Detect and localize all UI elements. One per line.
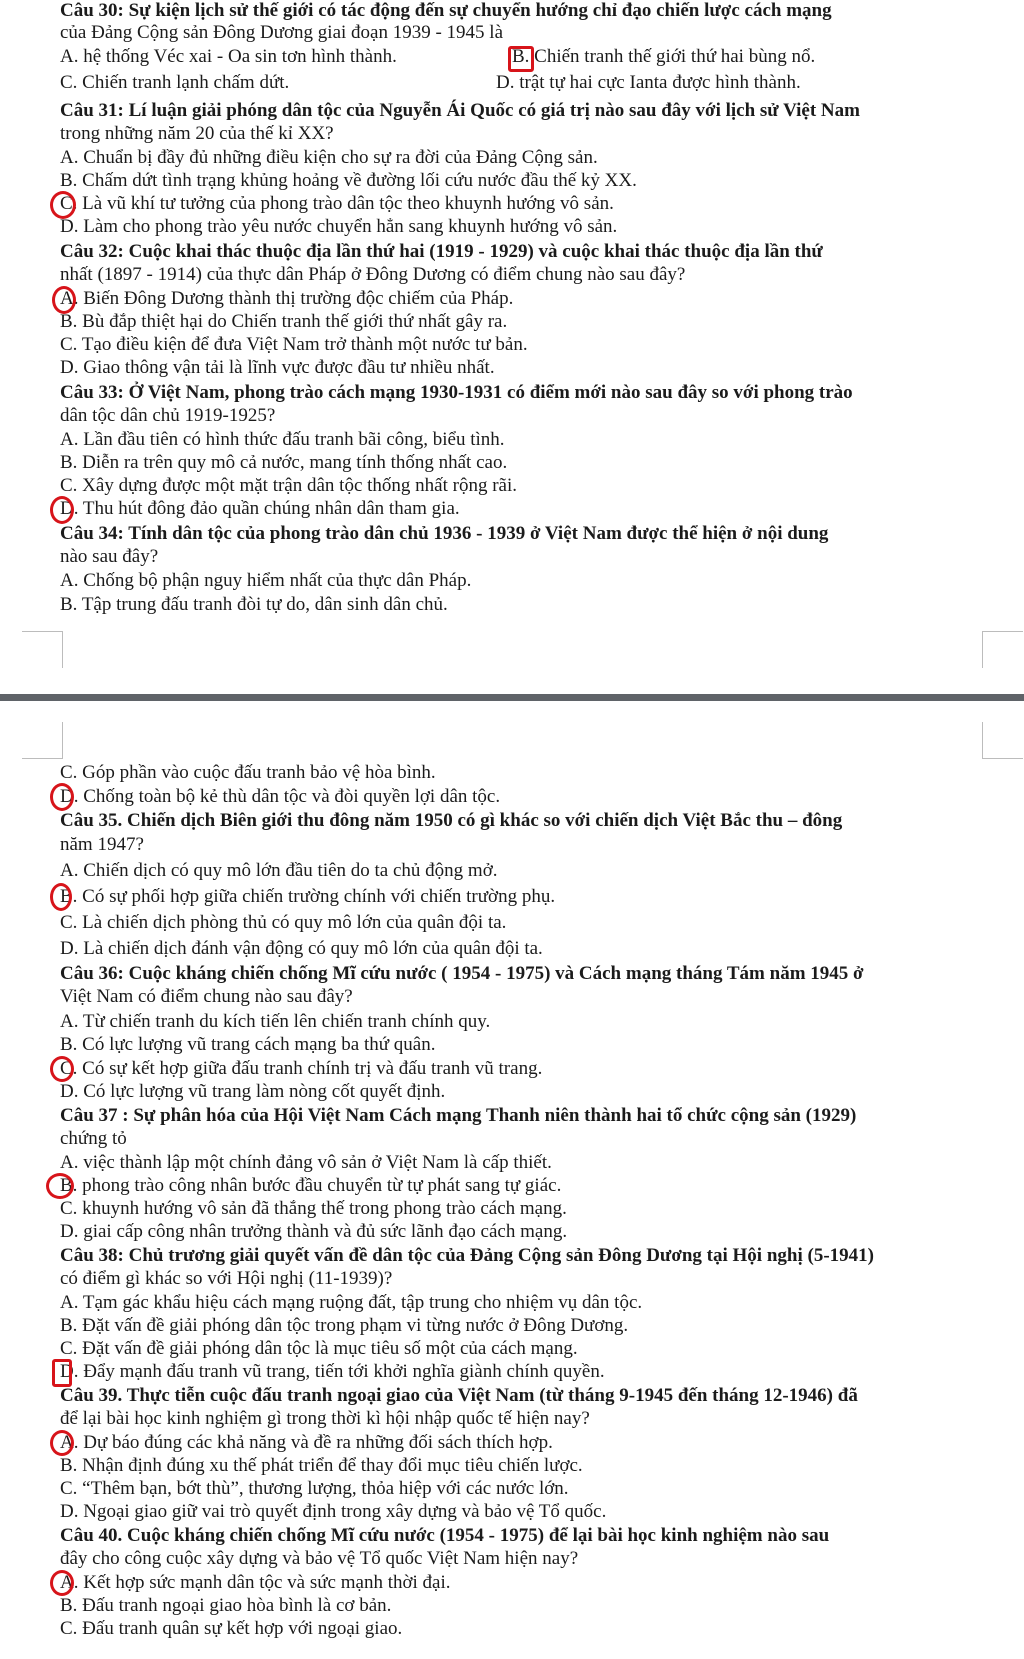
question-32-stem: Câu 32: Cuộc khai thác thuộc địa lần thứ hai (1919 - 1929) và cuộc khai thác thuộc địa lần thứ xyxy=(60,241,823,262)
q32-option-d: D. Giao thông vận tải là lĩnh vực được đầu tư nhiều nhất. xyxy=(60,357,495,378)
answer-mark-q40-a xyxy=(50,1570,74,1596)
question-32-stem-cont: nhất (1897 - 1914) của thực dân Pháp ở Đông Dương có điểm chung nào sau đây? xyxy=(60,264,686,285)
q33-option-c: C. Xây dựng được một mặt trận dân tộc thống nhất rộng rãi. xyxy=(60,475,517,496)
answer-mark-q36-c xyxy=(50,1056,74,1082)
q34-option-c: C. Góp phần vào cuộc đấu tranh bảo vệ hòa bình. xyxy=(60,762,436,783)
question-35-stem: Câu 35. Chiến dịch Biên giới thu đông năm 1950 có gì khác so với chiến dịch Việt Bắc thu – đông xyxy=(60,810,843,831)
q34-option-a: A. Chống bộ phận nguy hiểm nhất của thực dân Pháp. xyxy=(60,570,472,591)
q33-option-a: A. Lần đầu tiên có hình thức đấu tranh bãi công, biểu tình. xyxy=(60,429,505,450)
q40-option-c: C. Đấu tranh quân sự kết hợp với ngoại giao. xyxy=(60,1618,403,1639)
answer-mark-q37-b xyxy=(46,1173,74,1199)
q34-option-b: B. Tập trung đấu tranh đòi tự do, dân sinh dân chủ. xyxy=(60,594,448,615)
page-corner-mark xyxy=(982,631,1023,668)
q32-option-b: B. Bù đắp thiệt hại do Chiến tranh thế giới thứ nhất gây ra. xyxy=(60,311,508,332)
q35-option-c: C. Là chiến dịch phòng thủ có quy mô lớn của quân đội ta. xyxy=(60,912,507,933)
q39-option-c: C. “Thêm bạn, bớt thù”, thương lượng, thỏa hiệp với các nước lớn. xyxy=(60,1478,569,1499)
q30-option-a: A. hệ thống Véc xai - Oa sin tơn hình thành. xyxy=(60,46,397,67)
q36-option-d: D. Có lực lượng vũ trang làm nòng cốt quyết định. xyxy=(60,1081,446,1102)
question-31-stem-cont: trong những năm 20 của thế kỉ XX? xyxy=(60,123,334,144)
question-39-stem: Câu 39. Thực tiễn cuộc đấu tranh ngoại giao của Việt Nam (từ tháng 9-1945 đến tháng 12-1946) đã xyxy=(60,1385,858,1406)
q37-option-b: B. phong trào công nhân bước đầu chuyển từ tự phát sang tự giác. xyxy=(60,1175,562,1196)
q30-option-c: C. Chiến tranh lạnh chấm dứt. xyxy=(60,72,290,93)
q35-option-d: D. Là chiến dịch đánh vận động có quy mô lớn của quân đội ta. xyxy=(60,938,543,959)
q39-option-d: D. Ngoại giao giữ vai trò quyết định trong xây dựng và bảo vệ Tổ quốc. xyxy=(60,1501,607,1522)
exam-page-top xyxy=(0,0,1024,630)
q31-option-c: C. Là vũ khí tư tưởng của phong trào dân tộc theo khuynh hướng vô sản. xyxy=(60,193,614,214)
question-37-stem-cont: chứng tỏ xyxy=(60,1128,127,1149)
q40-option-a: A. Kết hợp sức mạnh dân tộc và sức mạnh thời đại. xyxy=(60,1572,451,1593)
question-34-stem: Câu 34: Tính dân tộc của phong trào dân chủ 1936 - 1939 ở Việt Nam được thể hiện ở nội dung xyxy=(60,523,829,544)
page-divider xyxy=(0,694,1024,701)
answer-mark-q31-c xyxy=(50,191,76,219)
q38-option-a: A. Tạm gác khẩu hiệu cách mạng ruộng đất, tập trung cho nhiệm vụ dân tộc. xyxy=(60,1292,643,1313)
q34-option-d: D. Chống toàn bộ kẻ thù dân tộc và đòi quyền lợi dân tộc. xyxy=(60,786,501,807)
q39-option-a: A. Dự báo đúng các khả năng và đề ra những đối sách thích hợp. xyxy=(60,1432,553,1453)
q38-option-c: C. Đặt vấn đề giải phóng dân tộc là mục tiêu số một của cách mạng. xyxy=(60,1338,578,1359)
answer-mark-q30-b xyxy=(508,46,534,72)
question-38-stem-cont: có điểm gì khác so với Hội nghị (11-1939)? xyxy=(60,1268,393,1289)
answer-mark-q38-d xyxy=(52,1359,72,1387)
q32-option-a: A. Biến Đông Dương thành thị trường độc chiếm của Pháp. xyxy=(60,288,514,309)
question-30-stem-cont: của Đảng Cộng sản Đông Dương giai đoạn 1939 - 1945 là xyxy=(60,22,504,43)
q37-option-d: D. giai cấp công nhân trưởng thành và đủ sức lãnh đạo cách mạng. xyxy=(60,1221,568,1242)
question-39-stem-cont: để lại bài học kinh nghiệm gì trong thời kì hội nhập quốc tế hiện nay? xyxy=(60,1408,590,1429)
answer-mark-q32-a xyxy=(52,286,76,314)
question-33-stem: Câu 33: Ở Việt Nam, phong trào cách mạng 1930-1931 có điểm mới nào sau đây so với phong trào xyxy=(60,382,853,403)
q36-option-c: C. Có sự kết hợp giữa đấu tranh chính trị và đấu tranh vũ trang. xyxy=(60,1058,543,1079)
answer-mark-q35-b xyxy=(50,883,72,911)
question-37-stem: Câu 37 : Sự phân hóa của Hội Việt Nam Cách mạng Thanh niên thành hai tổ chức cộng sản (1929) xyxy=(60,1105,857,1126)
q35-option-a: A. Chiến dịch có quy mô lớn đầu tiên do ta chủ động mở. xyxy=(60,860,498,881)
q35-option-b: B. Có sự phối hợp giữa chiến trường chính với chiến trường phụ. xyxy=(60,886,556,907)
question-33-stem-cont: dân tộc dân chủ 1919-1925? xyxy=(60,405,276,426)
answer-mark-q39-a xyxy=(50,1430,74,1456)
q39-option-b: B. Nhận định đúng xu thế phát triển để thay đổi mục tiêu chiến lược. xyxy=(60,1455,583,1476)
question-35-stem-cont: năm 1947? xyxy=(60,834,144,855)
page-corner-mark xyxy=(22,631,63,668)
q36-option-a: A. Từ chiến tranh du kích tiến lên chiến tranh chính quy. xyxy=(60,1011,491,1032)
question-34-stem-cont: nào sau đây? xyxy=(60,546,159,567)
q31-option-b: B. Chấm dứt tình trạng khủng hoảng về đường lối cứu nước đầu thế kỷ XX. xyxy=(60,170,637,191)
answer-mark-q33-d xyxy=(50,496,74,524)
q30-option-d: D. trật tự hai cực Ianta được hình thành. xyxy=(496,72,801,93)
question-36-stem: Câu 36: Cuộc kháng chiến chống Mĩ cứu nước ( 1954 - 1975) và Cách mạng tháng Tám năm 1945 ở xyxy=(60,963,864,984)
q33-option-b: B. Diễn ra trên quy mô cả nước, mang tính thống nhất cao. xyxy=(60,452,508,473)
q30-option-b: B. Chiến tranh thế giới thứ hai bùng nổ. xyxy=(512,46,816,67)
question-38-stem: Câu 38: Chủ trương giải quyết vấn đề dân tộc của Đảng Cộng sản Đông Dương tại Hội nghị (5-1941) xyxy=(60,1245,874,1266)
q37-option-a: A. việc thành lập một chính đảng vô sản ở Việt Nam là cấp thiết. xyxy=(60,1152,552,1173)
question-40-stem: Câu 40. Cuộc kháng chiến chống Mĩ cứu nước (1954 - 1975) để lại bài học kinh nghiệm nào sau xyxy=(60,1525,830,1546)
q38-option-d: D. Đẩy mạnh đấu tranh vũ trang, tiến tới khởi nghĩa giành chính quyền. xyxy=(60,1361,605,1382)
question-30-stem: Câu 30: Sự kiện lịch sử thế giới có tác động đến sự chuyển hướng chỉ đạo chiến lược cách mạng xyxy=(60,0,832,21)
question-31-stem: Câu 31: Lí luận giải phóng dân tộc của Nguyễn Ái Quốc có giá trị nào sau đây với lịch sử Việt Nam xyxy=(60,100,860,121)
question-36-stem-cont: Việt Nam có điểm chung nào sau đây? xyxy=(60,986,353,1007)
answer-mark-q34-d xyxy=(50,783,74,811)
q40-option-b: B. Đấu tranh ngoại giao hòa bình là cơ bản. xyxy=(60,1595,392,1616)
q38-option-b: B. Đặt vấn đề giải phóng dân tộc trong phạm vi từng nước ở Đông Dương. xyxy=(60,1315,629,1336)
q31-option-a: A. Chuẩn bị đầy đủ những điều kiện cho sự ra đời của Đảng Cộng sản. xyxy=(60,147,598,168)
q37-option-c: C. khuynh hướng vô sản đã thắng thế trong phong trào cách mạng. xyxy=(60,1198,567,1219)
exam-page-bottom xyxy=(0,720,1024,1659)
q33-option-d: D. Thu hút đông đảo quần chúng nhân dân tham gia. xyxy=(60,498,460,519)
q31-option-d: D. Làm cho phong trào yêu nước chuyển hẳn sang khuynh hướng vô sản. xyxy=(60,216,618,237)
q32-option-c: C. Tạo điều kiện để đưa Việt Nam trở thành một nước tư bản. xyxy=(60,334,528,355)
question-40-stem-cont: đây cho công cuộc xây dựng và bảo vệ Tổ quốc Việt Nam hiện nay? xyxy=(60,1548,579,1569)
q36-option-b: B. Có lực lượng vũ trang cách mạng ba thứ quân. xyxy=(60,1034,436,1055)
